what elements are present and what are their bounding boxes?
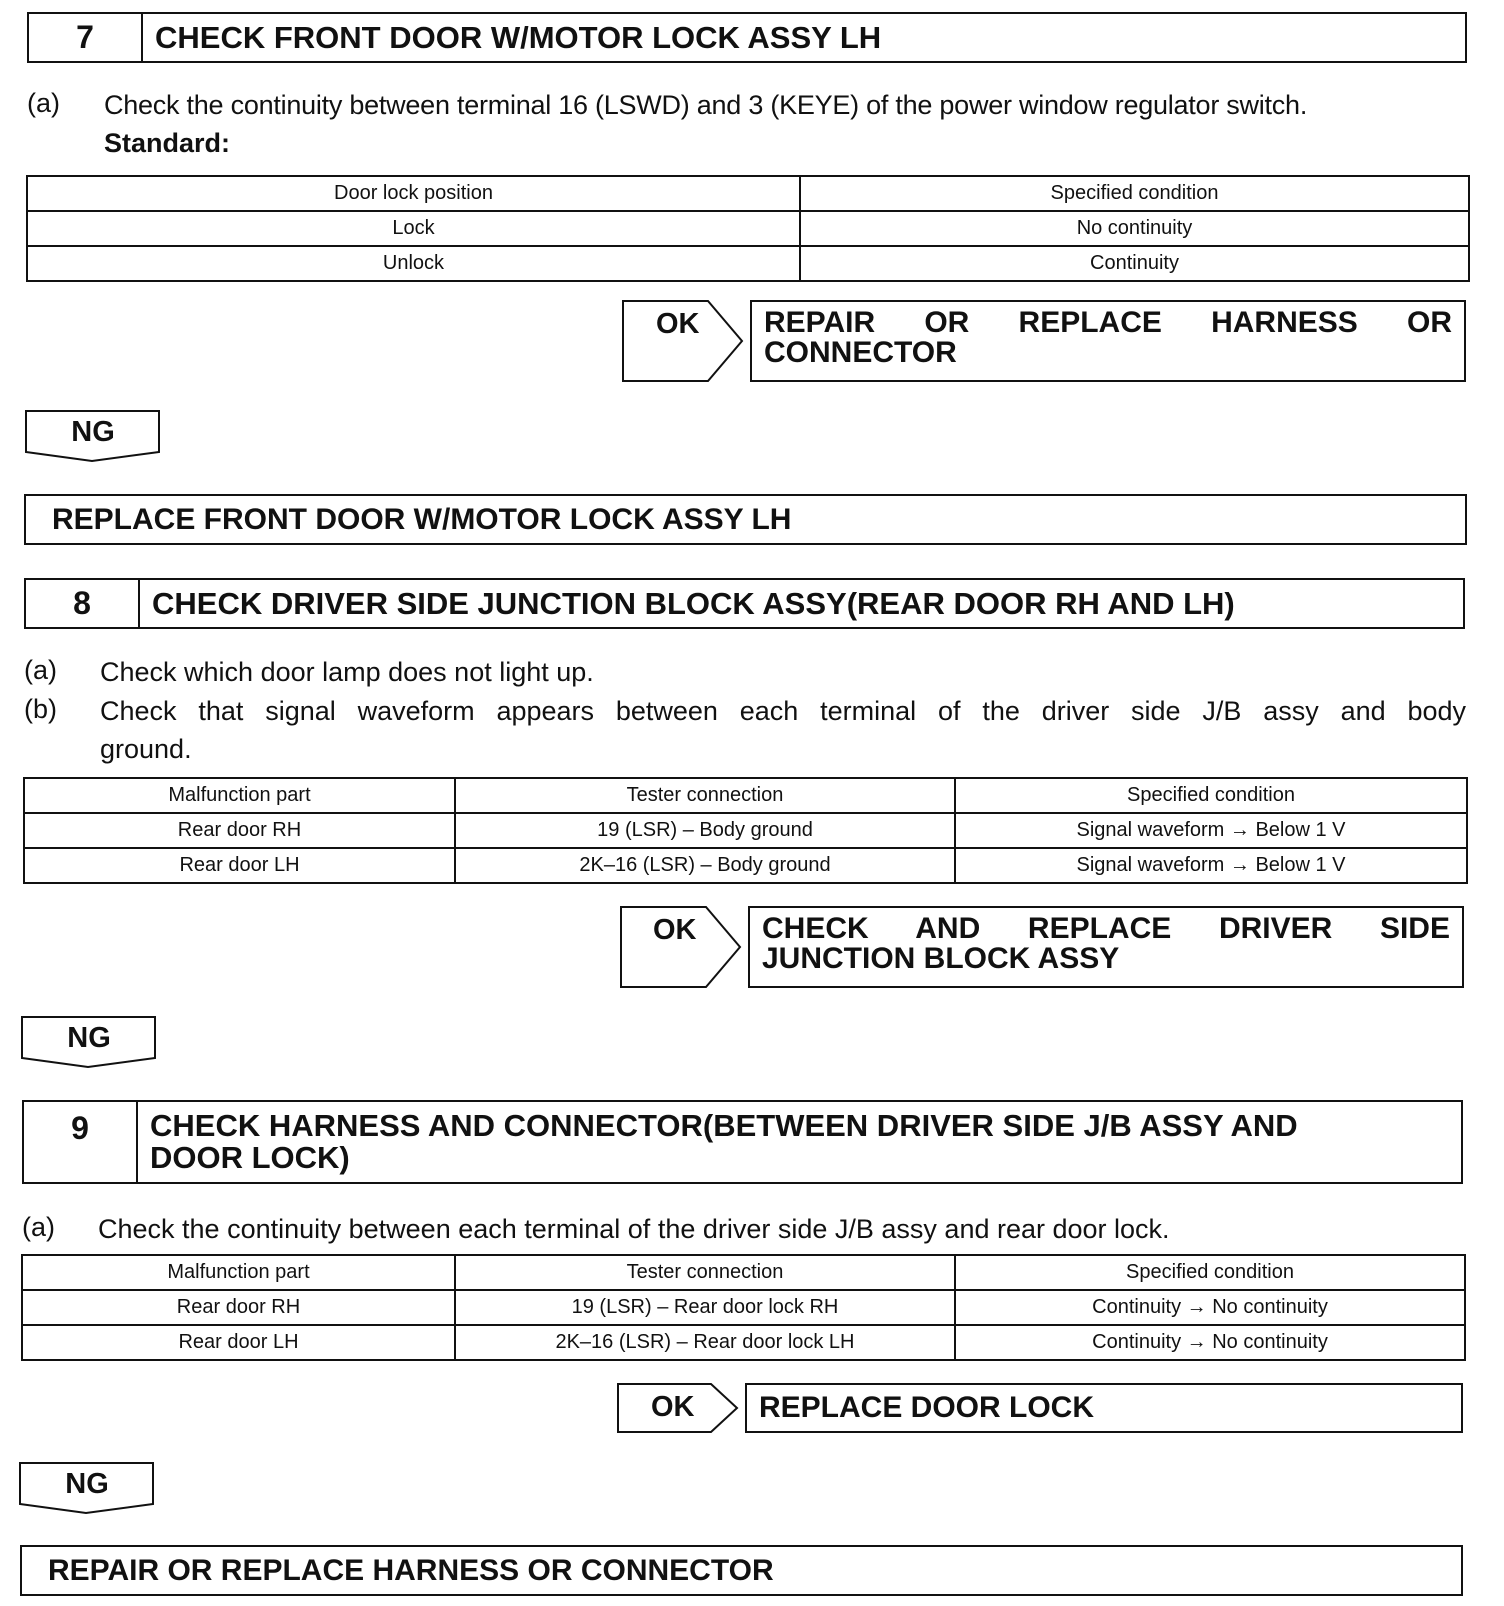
instruction-text: Check the continuity between terminal 16 (LSWD) and 3 (KEYE) of the power window regulator switch. xyxy=(104,90,1308,120)
table-header-row xyxy=(24,778,1467,813)
step-title: CHECK DRIVER SIDE JUNCTION BLOCK ASSY(REAR DOOR RH AND LH) xyxy=(152,585,1235,621)
spec-table-step-8 xyxy=(23,777,1468,884)
instruction-text: Check that signal waveform appears between each terminal of the driver side J/B assy and body xyxy=(100,696,1466,726)
ok-result-box xyxy=(748,906,1464,988)
table-cell: Rear door LH xyxy=(22,1325,455,1360)
table-cell: Continuity → No continuity xyxy=(955,1325,1465,1360)
table-header-row xyxy=(22,1255,1465,1290)
ok-label: OK xyxy=(651,1391,695,1423)
instruction-text: Check which door lamp does not light up. xyxy=(100,657,594,687)
step-title-line: DOOR LOCK) xyxy=(150,1140,350,1175)
table-cell: 2K–16 (LSR) – Body ground xyxy=(455,848,955,883)
table-cell: 19 (LSR) – Rear door lock RH xyxy=(455,1290,955,1325)
instruction-text: Check the continuity between each terminal of the driver side J/B assy and rear door lock. xyxy=(98,1214,1170,1244)
table-header-cell: Tester connection xyxy=(455,778,955,813)
instruction-text-continued: ground. xyxy=(100,734,192,764)
ok-result-box xyxy=(750,300,1466,382)
ok-result-line: JUNCTION BLOCK ASSY xyxy=(762,942,1120,975)
table-cell: Rear door RH xyxy=(24,813,455,848)
table-cell: Rear door LH xyxy=(24,848,455,883)
step-title-line: CHECK HARNESS AND CONNECTOR(BETWEEN DRIVER SIDE J/B ASSY AND xyxy=(150,1108,1298,1143)
ok-result-line: REPAIR OR REPLACE HARNESS OR xyxy=(764,306,1452,339)
table-row xyxy=(24,813,1467,848)
ok-result-line: CONNECTOR xyxy=(764,336,957,369)
ng-result-box: REPLACE FRONT DOOR W/MOTOR LOCK ASSY LH xyxy=(24,494,1467,545)
table-row xyxy=(22,1290,1465,1325)
table-row xyxy=(27,246,1469,281)
step-title xyxy=(138,1102,1461,1182)
step-number: 9 xyxy=(24,1102,138,1182)
instruction-marker: (a) xyxy=(22,1212,55,1242)
table-cell: 2K–16 (LSR) – Rear door lock LH xyxy=(455,1325,955,1360)
step-8-header xyxy=(24,578,1465,629)
ok-label: OK xyxy=(656,308,700,340)
table-header-cell: Specified condition xyxy=(800,176,1469,211)
instruction-marker: (a) xyxy=(24,655,57,685)
ok-label: OK xyxy=(653,914,697,946)
spec-table-step-7 xyxy=(26,175,1470,282)
table-row xyxy=(22,1325,1465,1360)
table-header-cell: Malfunction part xyxy=(22,1255,455,1290)
step-number: 7 xyxy=(29,14,143,61)
table-header-cell: Door lock position xyxy=(27,176,800,211)
table-row xyxy=(24,848,1467,883)
table-header-cell: Malfunction part xyxy=(24,778,455,813)
step-9-header xyxy=(22,1100,1463,1184)
table-cell: No continuity xyxy=(800,211,1469,246)
table-header-row xyxy=(27,176,1469,211)
table-cell: Signal waveform → Below 1 V xyxy=(955,848,1467,883)
table-cell: Signal waveform → Below 1 V xyxy=(955,813,1467,848)
step-number: 8 xyxy=(26,580,140,627)
standard-label: Standard: xyxy=(104,128,231,158)
spec-table-step-9 xyxy=(21,1254,1466,1361)
ok-result-box: REPLACE DOOR LOCK xyxy=(745,1383,1463,1433)
table-cell: Rear door RH xyxy=(22,1290,455,1325)
ng-label: NG xyxy=(67,1022,111,1054)
table-header-cell: Specified condition xyxy=(955,778,1467,813)
table-cell: Continuity xyxy=(800,246,1469,281)
instruction-marker: (a) xyxy=(27,88,60,118)
step-title: CHECK FRONT DOOR W/MOTOR LOCK ASSY LH xyxy=(155,19,882,55)
ok-result-line: CHECK AND REPLACE DRIVER SIDE xyxy=(762,912,1450,945)
table-header-cell: Specified condition xyxy=(955,1255,1465,1290)
ng-label: NG xyxy=(71,416,115,448)
table-cell: 19 (LSR) – Body ground xyxy=(455,813,955,848)
table-cell: Lock xyxy=(27,211,800,246)
ng-result-box: REPAIR OR REPLACE HARNESS OR CONNECTOR xyxy=(20,1545,1463,1596)
table-header-cell: Tester connection xyxy=(455,1255,955,1290)
table-cell: Unlock xyxy=(27,246,800,281)
table-cell: Continuity → No continuity xyxy=(955,1290,1465,1325)
instruction-marker: (b) xyxy=(24,694,57,724)
step-7-header xyxy=(27,12,1467,63)
ng-label: NG xyxy=(65,1468,109,1500)
table-row xyxy=(27,211,1469,246)
